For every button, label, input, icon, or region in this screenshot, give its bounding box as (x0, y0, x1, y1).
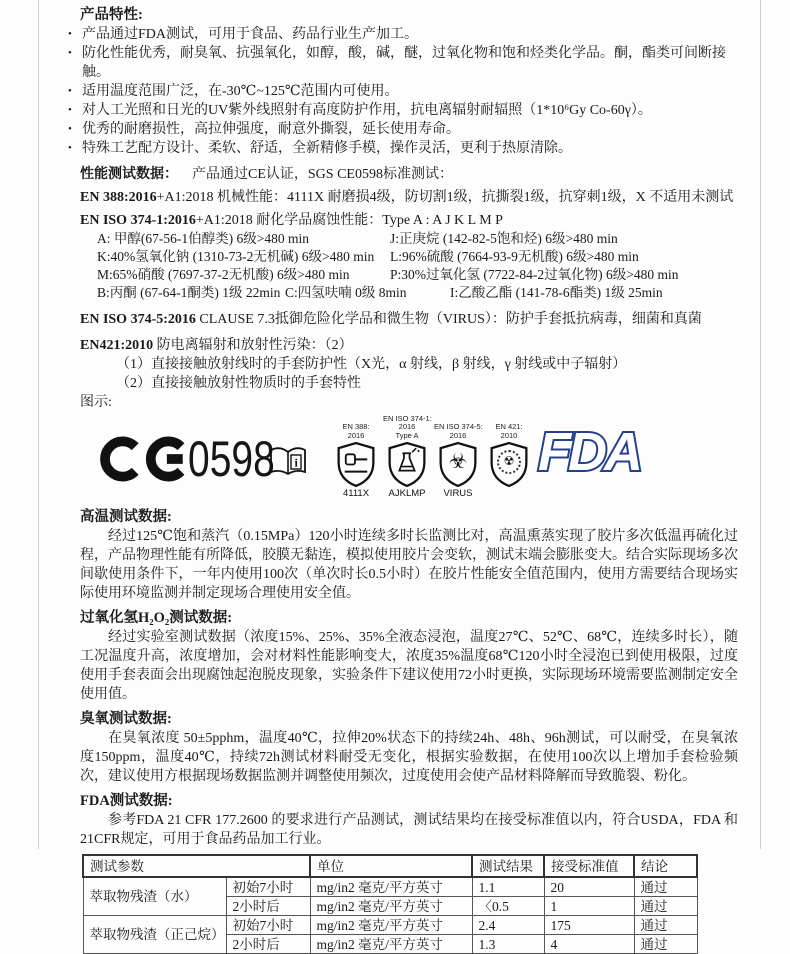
cell-standard: 1 (544, 897, 634, 916)
biohazard-icon: ☣ (448, 449, 468, 473)
cell-standard: 175 (544, 916, 634, 935)
en421-item: （1）直接接触放射线时的手套防护性（X光，α 射线，β 射线，γ 射线或中子辐射） (116, 357, 627, 372)
cell-result: 1.1 (472, 877, 544, 897)
chemical-entry: A: 甲醇(67-56-1伯醇类) 6级>480 min (97, 231, 309, 246)
pictogram-code: AJKLMP (388, 488, 426, 499)
cell-result: 2.4 (472, 916, 544, 935)
ce-mark-icon (100, 436, 188, 482)
pictogram-label: EN 388: 2016 (342, 422, 370, 440)
bullet-icon: • (68, 142, 72, 154)
cell-result: 1.3 (472, 935, 544, 954)
standard-desc: +A1:2018 机械性能：4111X 耐磨损4级，防切割1级，抗撕裂1级，抗穿刺1级，X 不适用未测试 (156, 190, 734, 205)
cell-param: 萃取物残渣（水） (83, 877, 226, 916)
feature-item (68, 120, 738, 139)
cell-conclusion: 通过 (634, 916, 697, 935)
section-body: 在臭氧浓度 50±5pphm，温度40℃，拉伸20%状态下的持续24h、48h、96h测试，可以耐受，在臭氧浓度150ppm，温度40℃，持续72h测试材料耐受无变化，根据实验数据，在使用100次以上增加手套检验频次，建议使用方根据现场数据监测并调整使用频次，过度使用会使产品材料降解而导致脆裂、粉化。 (80, 731, 738, 784)
cell-conclusion: 通过 (634, 897, 697, 916)
section-h2o2 (80, 609, 738, 704)
en-pictograms (332, 414, 533, 499)
pictogram-label: EN 421: 2010 (495, 422, 523, 440)
ce-number: 0598 (188, 431, 275, 487)
feature-text: 产品通过FDA测试，可用于食品、药品行业生产加工。 (82, 27, 419, 42)
pictogram-label: EN ISO 374-1: 2016 Type A (383, 413, 432, 440)
cell-unit: mg/in2 毫克/平方英寸 (310, 877, 472, 897)
cell-time: 初始7小时 (226, 877, 310, 897)
cell-conclusion: 通过 (634, 877, 697, 897)
cell-conclusion: 通过 (634, 935, 697, 954)
section-ozone (80, 710, 738, 786)
svg-text:i: i (294, 455, 298, 470)
bullet-icon: • (68, 104, 72, 116)
bullet-icon: • (68, 85, 72, 97)
header-result: 测试结果 (472, 855, 544, 877)
section-title: 臭氧测试数据: (80, 711, 172, 727)
standard-desc: +A1:2018 耐化学品腐蚀性能：Type A : A J K L M P (195, 213, 503, 228)
certification-marks-row (80, 414, 738, 502)
radiation-icon: ☢ (488, 448, 530, 474)
chemical-row (80, 266, 738, 284)
read-instructions-icon (268, 444, 308, 483)
pictogram-code: 4111X (342, 488, 370, 499)
header-conclusion: 结论 (634, 855, 697, 877)
cell-result: 〈0.5 (472, 897, 544, 916)
header-param: 测试参数 (83, 855, 310, 877)
chemical-row (80, 230, 738, 248)
feature-text: 对人工光照和日光的UV紫外线照射有高度防护作用，抗电离辐射耐辐照（1*10⁶Gy Co-60γ）。 (82, 103, 652, 118)
standard-desc: CLAUSE 7.3抵御危险化学品和微生物（VIRUS）：防护手套抵抗病毒，细菌和真菌 (199, 312, 702, 327)
table-row (83, 916, 697, 935)
cell-unit: mg/in2 毫克/平方英寸 (310, 916, 472, 935)
pictogram-en421 (485, 414, 533, 499)
cell-param: 萃取物残渣（正己烷） (83, 916, 226, 954)
bullet-icon: • (68, 28, 72, 40)
standard-code: EN421:2010 (80, 338, 154, 353)
feature-text: 特殊工艺配方设计、柔软、舒适，全新精修手模，操作灵活，更利于热原清除。 (82, 141, 572, 156)
chemical-entry: P:30%过氧化氢 (7722-84-2过氧化物) 6级>480 min (390, 267, 679, 282)
section-body: 经过实验室测试数据（浓度15%、25%、35%全液态浸泡，温度27℃、52℃、68℃，连续多时长），随工况温度升高，浓度增加，会对材料性能影响变大，浓度35%温度68℃120小时全浸泡已到使用极限，过度使用手套表面会出现腐蚀起泡脱皮现象，实验条件下建议使用72小时更换，实际现场环境需要监测制定安全使用值。 (80, 630, 738, 702)
feature-item (68, 139, 738, 158)
chemical-entry: K:40%氢氧化钠 (1310-73-2无机碱) 6级>480 min (97, 249, 375, 264)
en421-item: （2）直接接触放射性物质时的手套特性 (116, 376, 361, 391)
feature-text: 防化性能优秀，耐臭氧、抗强氧化，如醇，酸，碱，醚，过氧化物和饱和烃类化学品。酮，酯类可间断接触。 (82, 46, 726, 80)
chemical-row (80, 284, 738, 302)
fda-logo: FDA (538, 422, 640, 482)
features-title: 产品特性: (80, 7, 143, 23)
fda-results-table (82, 854, 698, 954)
section-high-temp (80, 508, 738, 603)
cell-standard: 4 (544, 935, 634, 954)
section-title: 高温测试数据: (80, 509, 172, 525)
standard-desc: 防电离辐射和放射性污染：（2） (156, 338, 353, 353)
diagram-label: 图示: (80, 395, 112, 410)
performance-heading-line (80, 165, 738, 184)
section-body: 参考FDA 21 CFR 177.2600 的要求进行产品测试，测试结果均在接受标准值以内，符合USDA，FDA 和21CFR规定，可用于食品药品加工行业。 (80, 813, 738, 847)
performance-heading-rest: 产品通过CE认证，SGS CE0598标准测试： (192, 167, 453, 182)
standard-code: EN ISO 374-1:2016 (80, 213, 196, 228)
section-title: FDA测试数据: (80, 793, 173, 809)
table-header-row (83, 855, 697, 877)
cell-unit: mg/in2 毫克/平方英寸 (310, 897, 472, 916)
standard-code: EN 388:2016 (80, 190, 157, 205)
chemical-entry: M:65%硝酸 (7697-37-2无机酸) 6级>480 min (97, 267, 350, 282)
cell-time: 2小时后 (226, 897, 310, 916)
pictogram-en374-5 (434, 414, 482, 499)
standard-en374-1 (80, 212, 738, 230)
standard-en374-5 (80, 311, 738, 329)
chemical-entry: B:丙酮 (67-64-1酮类) 1级 22min (97, 285, 281, 300)
section-body: 经过125℃饱和蒸汽（0.15MPa）120小时连续多时长监测比对，高温熏蒸实现了胶片多次低温再硫化过程，产品物理性能有所降低，胶膜无黏连，模拟使用胶片会变软，测试末端会膨胀变大。结合实际现场多次间歇使用条件下，一年内使用100次（单次时长0.5小时）在胶片性能安全值范围内，使用方需要结合现场实际使用环境监测并制定现场合理使用安全值。 (80, 529, 738, 601)
table-row (83, 877, 697, 897)
cell-time: 初始7小时 (226, 916, 310, 935)
abrasion-hammer-icon (335, 441, 377, 488)
pictogram-en388 (332, 414, 380, 499)
bullet-icon: • (68, 47, 72, 59)
chemical-entry: L:96%硫酸 (7664-93-9无机酸) 6级>480 min (390, 249, 639, 264)
feature-item (68, 44, 738, 82)
standard-en388 (80, 189, 738, 207)
pictogram-label: EN ISO 374-5: 2016 (434, 422, 483, 440)
bullet-icon: • (68, 123, 72, 135)
cell-time: 2小时后 (226, 935, 310, 954)
feature-item (68, 25, 738, 44)
standard-code: EN ISO 374-5:2016 (80, 312, 196, 327)
standard-en421 (80, 337, 738, 355)
pictogram-en374-1 (383, 414, 431, 499)
feature-item (68, 82, 738, 101)
chemical-entry: I:乙酸乙酯 (141-78-6酯类) 1级 25min (450, 285, 663, 300)
feature-text: 优秀的耐磨损性，高拉伸强度，耐意外撕裂，延长使用寿命。 (82, 122, 460, 137)
section-fda (80, 792, 738, 849)
header-unit: 单位 (310, 855, 472, 877)
section-title: 过氧化氢H₂O₂测试数据: (80, 610, 233, 626)
header-standard: 接受标准值 (544, 855, 634, 877)
performance-heading: 性能测试数据： (80, 167, 178, 182)
feature-text: 适用温度范围广泛，在-30℃~125℃范围内可使用。 (82, 84, 399, 99)
chemical-entry: J:正庚烷 (142-82-5饱和烃) 6级>480 min (390, 231, 618, 246)
pictogram-code: VIRUS (443, 488, 473, 499)
chemical-flask-icon (386, 441, 428, 488)
chemical-row (80, 248, 738, 266)
chemical-entry: C:四氢呋喃 0级 8min (285, 285, 407, 300)
cell-unit: mg/in2 毫克/平方英寸 (310, 935, 472, 954)
cell-standard: 20 (544, 877, 634, 897)
feature-item (68, 101, 738, 120)
